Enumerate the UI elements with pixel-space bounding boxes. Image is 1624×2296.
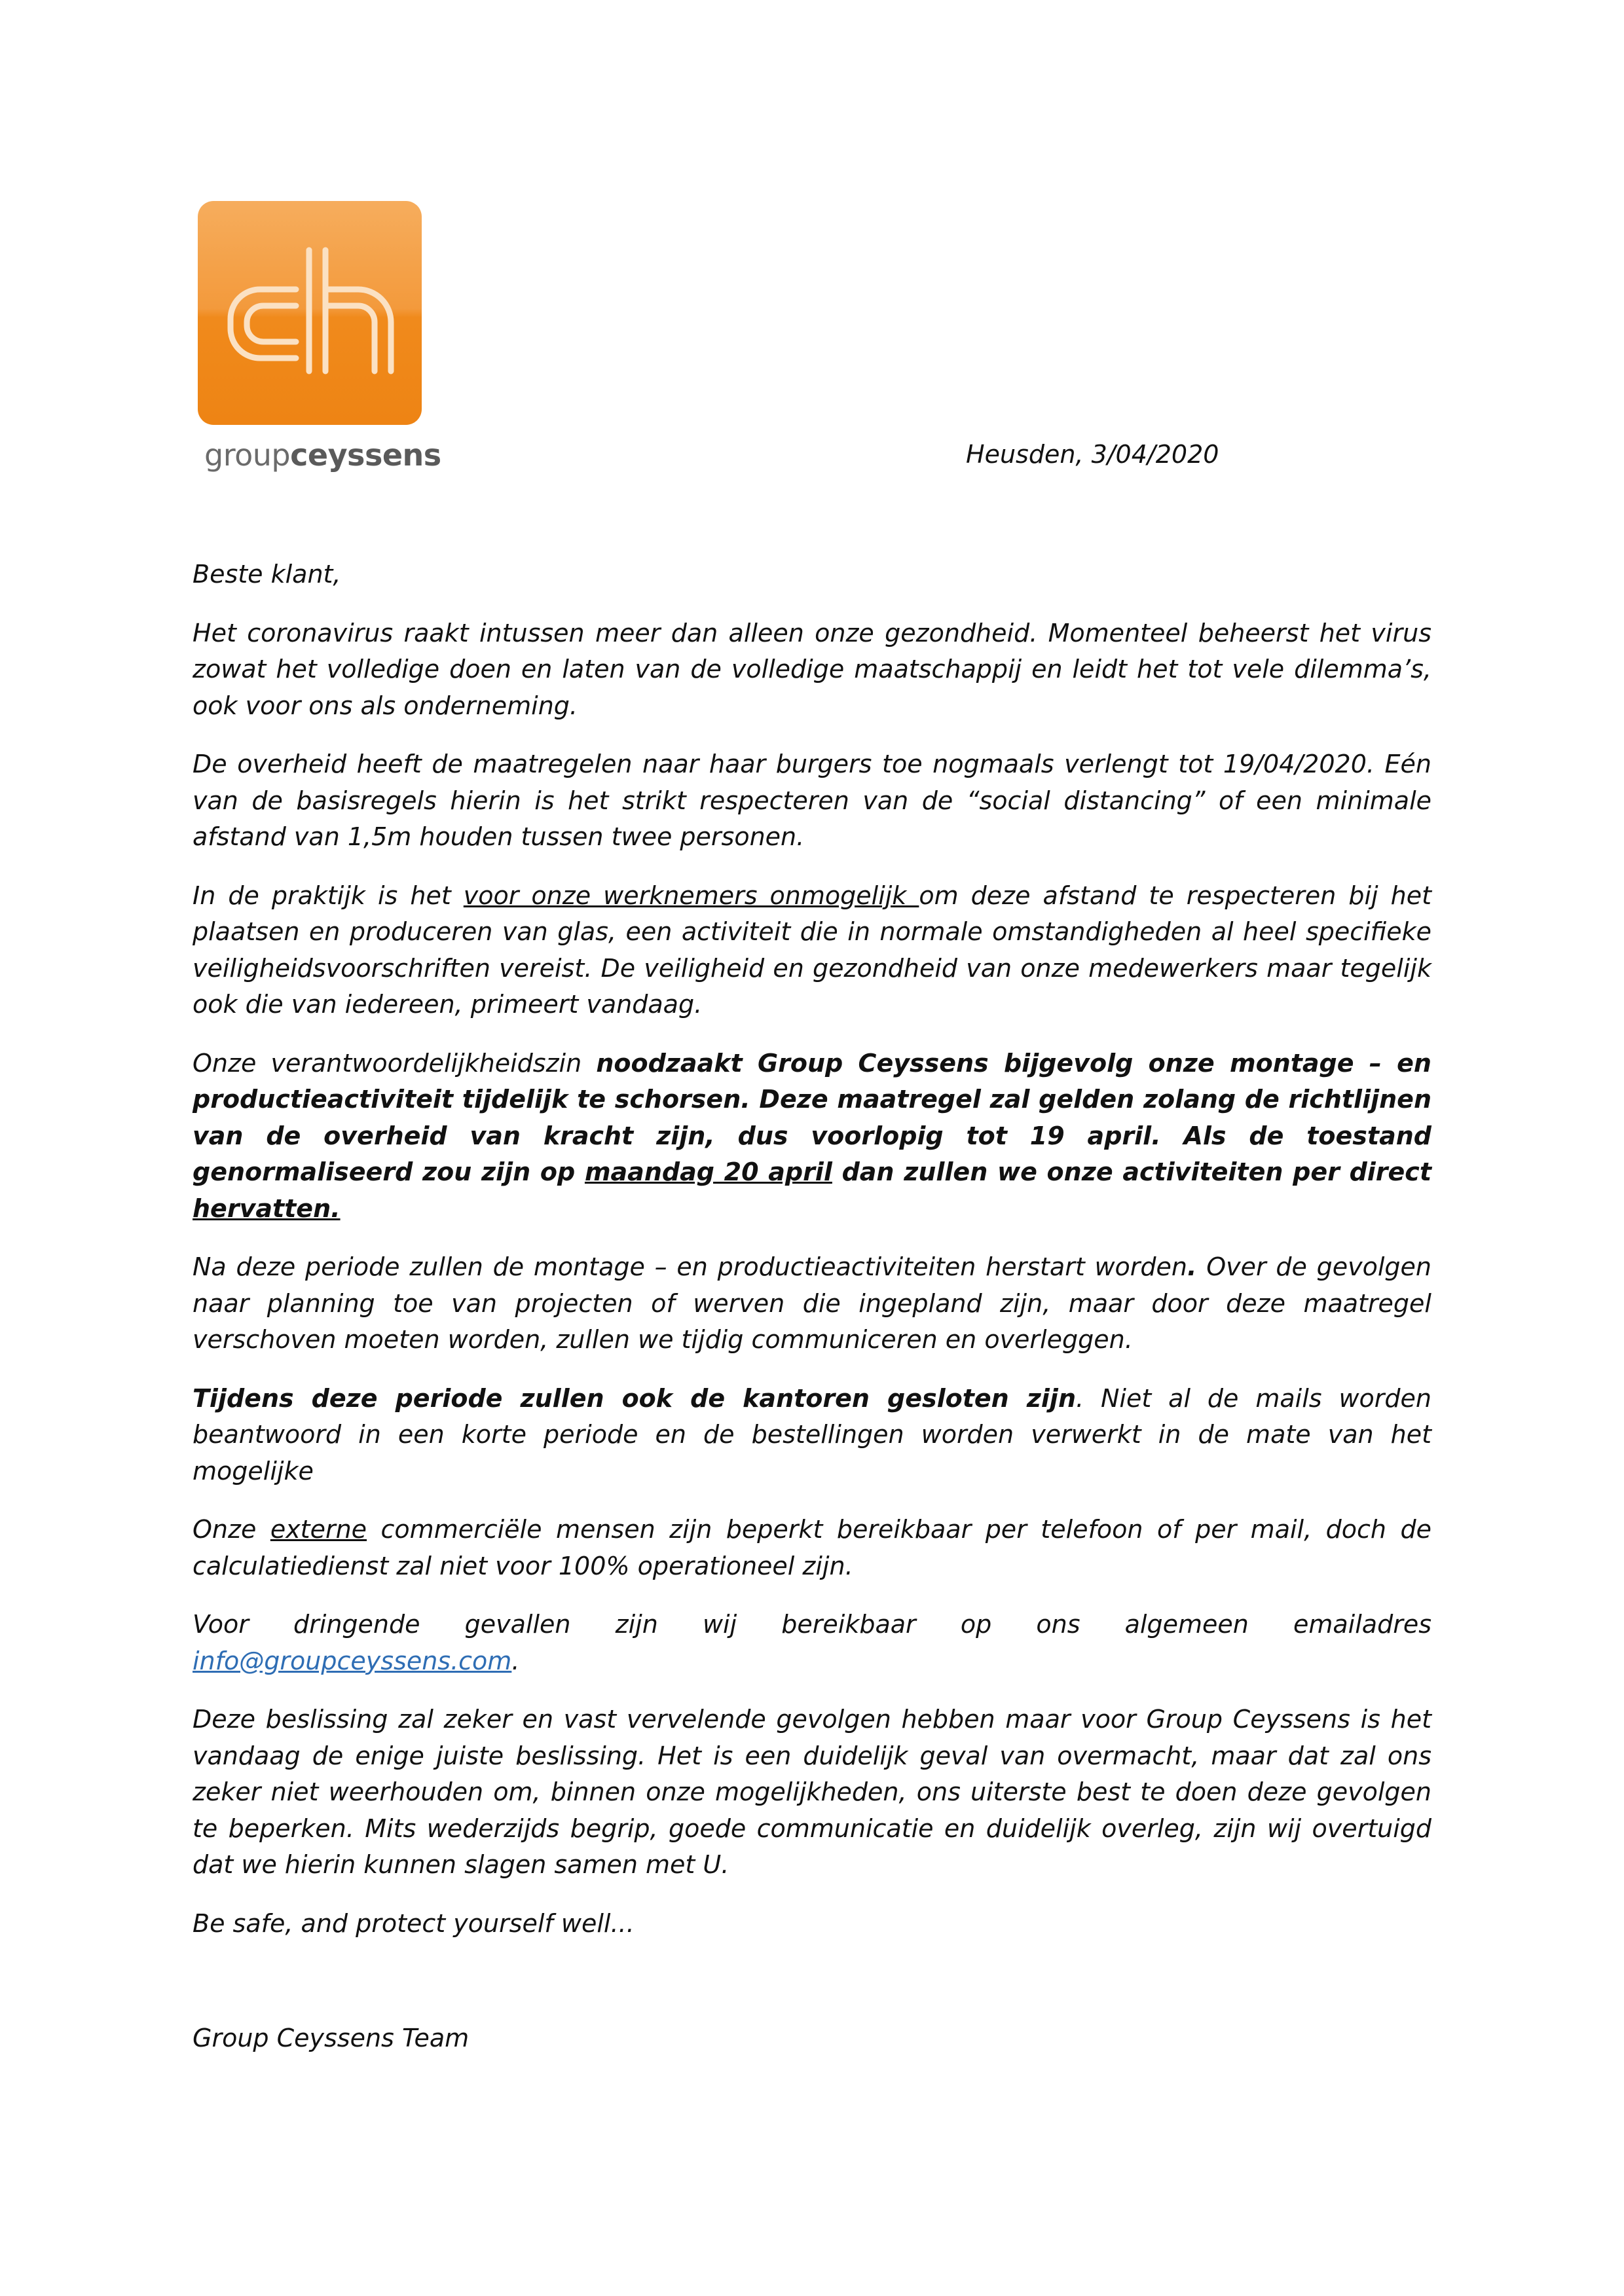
ch-logo-mark-icon bbox=[198, 201, 422, 425]
p5-bold-period: . bbox=[1187, 1252, 1197, 1281]
p3-text-b: om deze afstand te respecteren bij het plaatsen en produceren van glas, een activiteit die in normale omstandigheden al heel specifieke veiligheidsvoorschriften vereist. De veiligheid en gezondheid van onze medewerkers maar tegelijk ook die van iedereen, primeert vandaag. bbox=[193, 881, 1431, 1019]
p5-text-c: Over de gevolgen naar planning toe van projecten of werven die ingepland zijn, maar door deze maatregel verschoven moeten worden, zullen we tijdig communiceren en overleggen. bbox=[193, 1252, 1431, 1354]
paragraph-7 bbox=[193, 1512, 1431, 1584]
letter-body bbox=[193, 556, 1431, 2079]
p8-text-a: Voor dringende gevallen zijn wij bereikbaar op ons algemeen emailadres bbox=[193, 1610, 1431, 1639]
p7-underlined: externe bbox=[270, 1515, 367, 1544]
p4-resume-underlined: hervatten. bbox=[193, 1194, 341, 1223]
p7-text-b: commerciële mensen zijn beperkt bereikbaar per telefoon of per mail, doch de calculatiedienst zal niet voor 100% operationeel zijn. bbox=[193, 1515, 1431, 1580]
p6-text-b: . Niet al de mails worden beantwoord in een korte periode en de bestellingen worden verwerkt in de mate van het mogelijke bbox=[193, 1383, 1431, 1485]
p4-text-a: Onze verantwoordelijkheidszin bbox=[193, 1048, 597, 1078]
paragraph-9: Deze beslissing zal zeker en vast vervelende gevolgen hebben maar voor Group Ceyssens is het vandaag de enige juiste beslissing. Het is een duidelijk geval van overmacht, maar dat zal ons zeker niet weerhouden om, binnen onze mogelijkheden, ons uiterste best te doen deze gevolgen te beperken. Mits wederzijds begrip, goede communicatie en duidelijk overleg, zijn wij overtuigd dat we hierin kunnen slagen samen met U. bbox=[193, 1705, 1431, 1879]
p3-underlined: voor onze werknemers onmogelijk bbox=[463, 881, 919, 910]
p4-date-underlined: maandag 20 april bbox=[584, 1157, 832, 1186]
p5-text-a: Na deze periode zullen de montage – en productieactiviteiten herstart worden bbox=[193, 1252, 1188, 1281]
signature: Group Ceyssens Team bbox=[193, 2024, 470, 2052]
p6-bold: Tijdens deze periode zullen ook de kantoren gesloten zijn bbox=[193, 1383, 1077, 1413]
company-name-logo-text bbox=[204, 437, 441, 473]
p4-bold: noodzaakt Group Ceyssens bijgevolg onze montage – en productieactiviteit tijdelijk te schorsen. Deze maatregel zal gelden zolang de richtlijnen van de overheid van kracht zijn, dus voorlopig tot 19 april. Als de toestand genormaliseerd zou zijn op bbox=[193, 1048, 1431, 1186]
p4-bold-2: dan zullen we onze activiteiten per direct bbox=[832, 1157, 1432, 1186]
paragraph-4 bbox=[193, 1046, 1431, 1228]
logo-text-ceyssens: ceyssens bbox=[290, 437, 441, 473]
paragraph-2: De overheid heeft de maatregelen naar haar burgers toe nogmaals verlengt tot 19/04/2020. Eén van de basisregels hierin is het strikt respecteren van de “social distancing” of een minimale afstand van 1,5m houden tussen twee personen. bbox=[193, 750, 1431, 851]
closing: Be safe, and protect yourself well... bbox=[193, 1908, 635, 1938]
paragraph-8 bbox=[193, 1607, 1431, 1679]
p3-text-a: In de praktijk is het bbox=[193, 881, 464, 910]
email-link[interactable]: info@groupceyssens.com bbox=[193, 1646, 512, 1675]
paragraph-1: Het coronavirus raakt intussen meer dan alleen onze gezondheid. Momenteel beheerst het virus zowat het volledige doen en laten van de volledige maatschappij en leidt het tot vele dilemma’s, ook voor ons als onderneming. bbox=[193, 618, 1431, 720]
greeting: Beste klant, bbox=[193, 560, 341, 589]
paragraph-5 bbox=[193, 1249, 1431, 1358]
p7-text-a: Onze bbox=[193, 1515, 270, 1544]
logo-text-group: group bbox=[204, 437, 291, 473]
letter-date: Heusden, 3/04/2020 bbox=[966, 440, 1219, 469]
company-logo bbox=[198, 201, 422, 425]
p8-text-b: . bbox=[511, 1646, 520, 1675]
paragraph-3 bbox=[193, 878, 1431, 1023]
paragraph-6 bbox=[193, 1381, 1431, 1490]
